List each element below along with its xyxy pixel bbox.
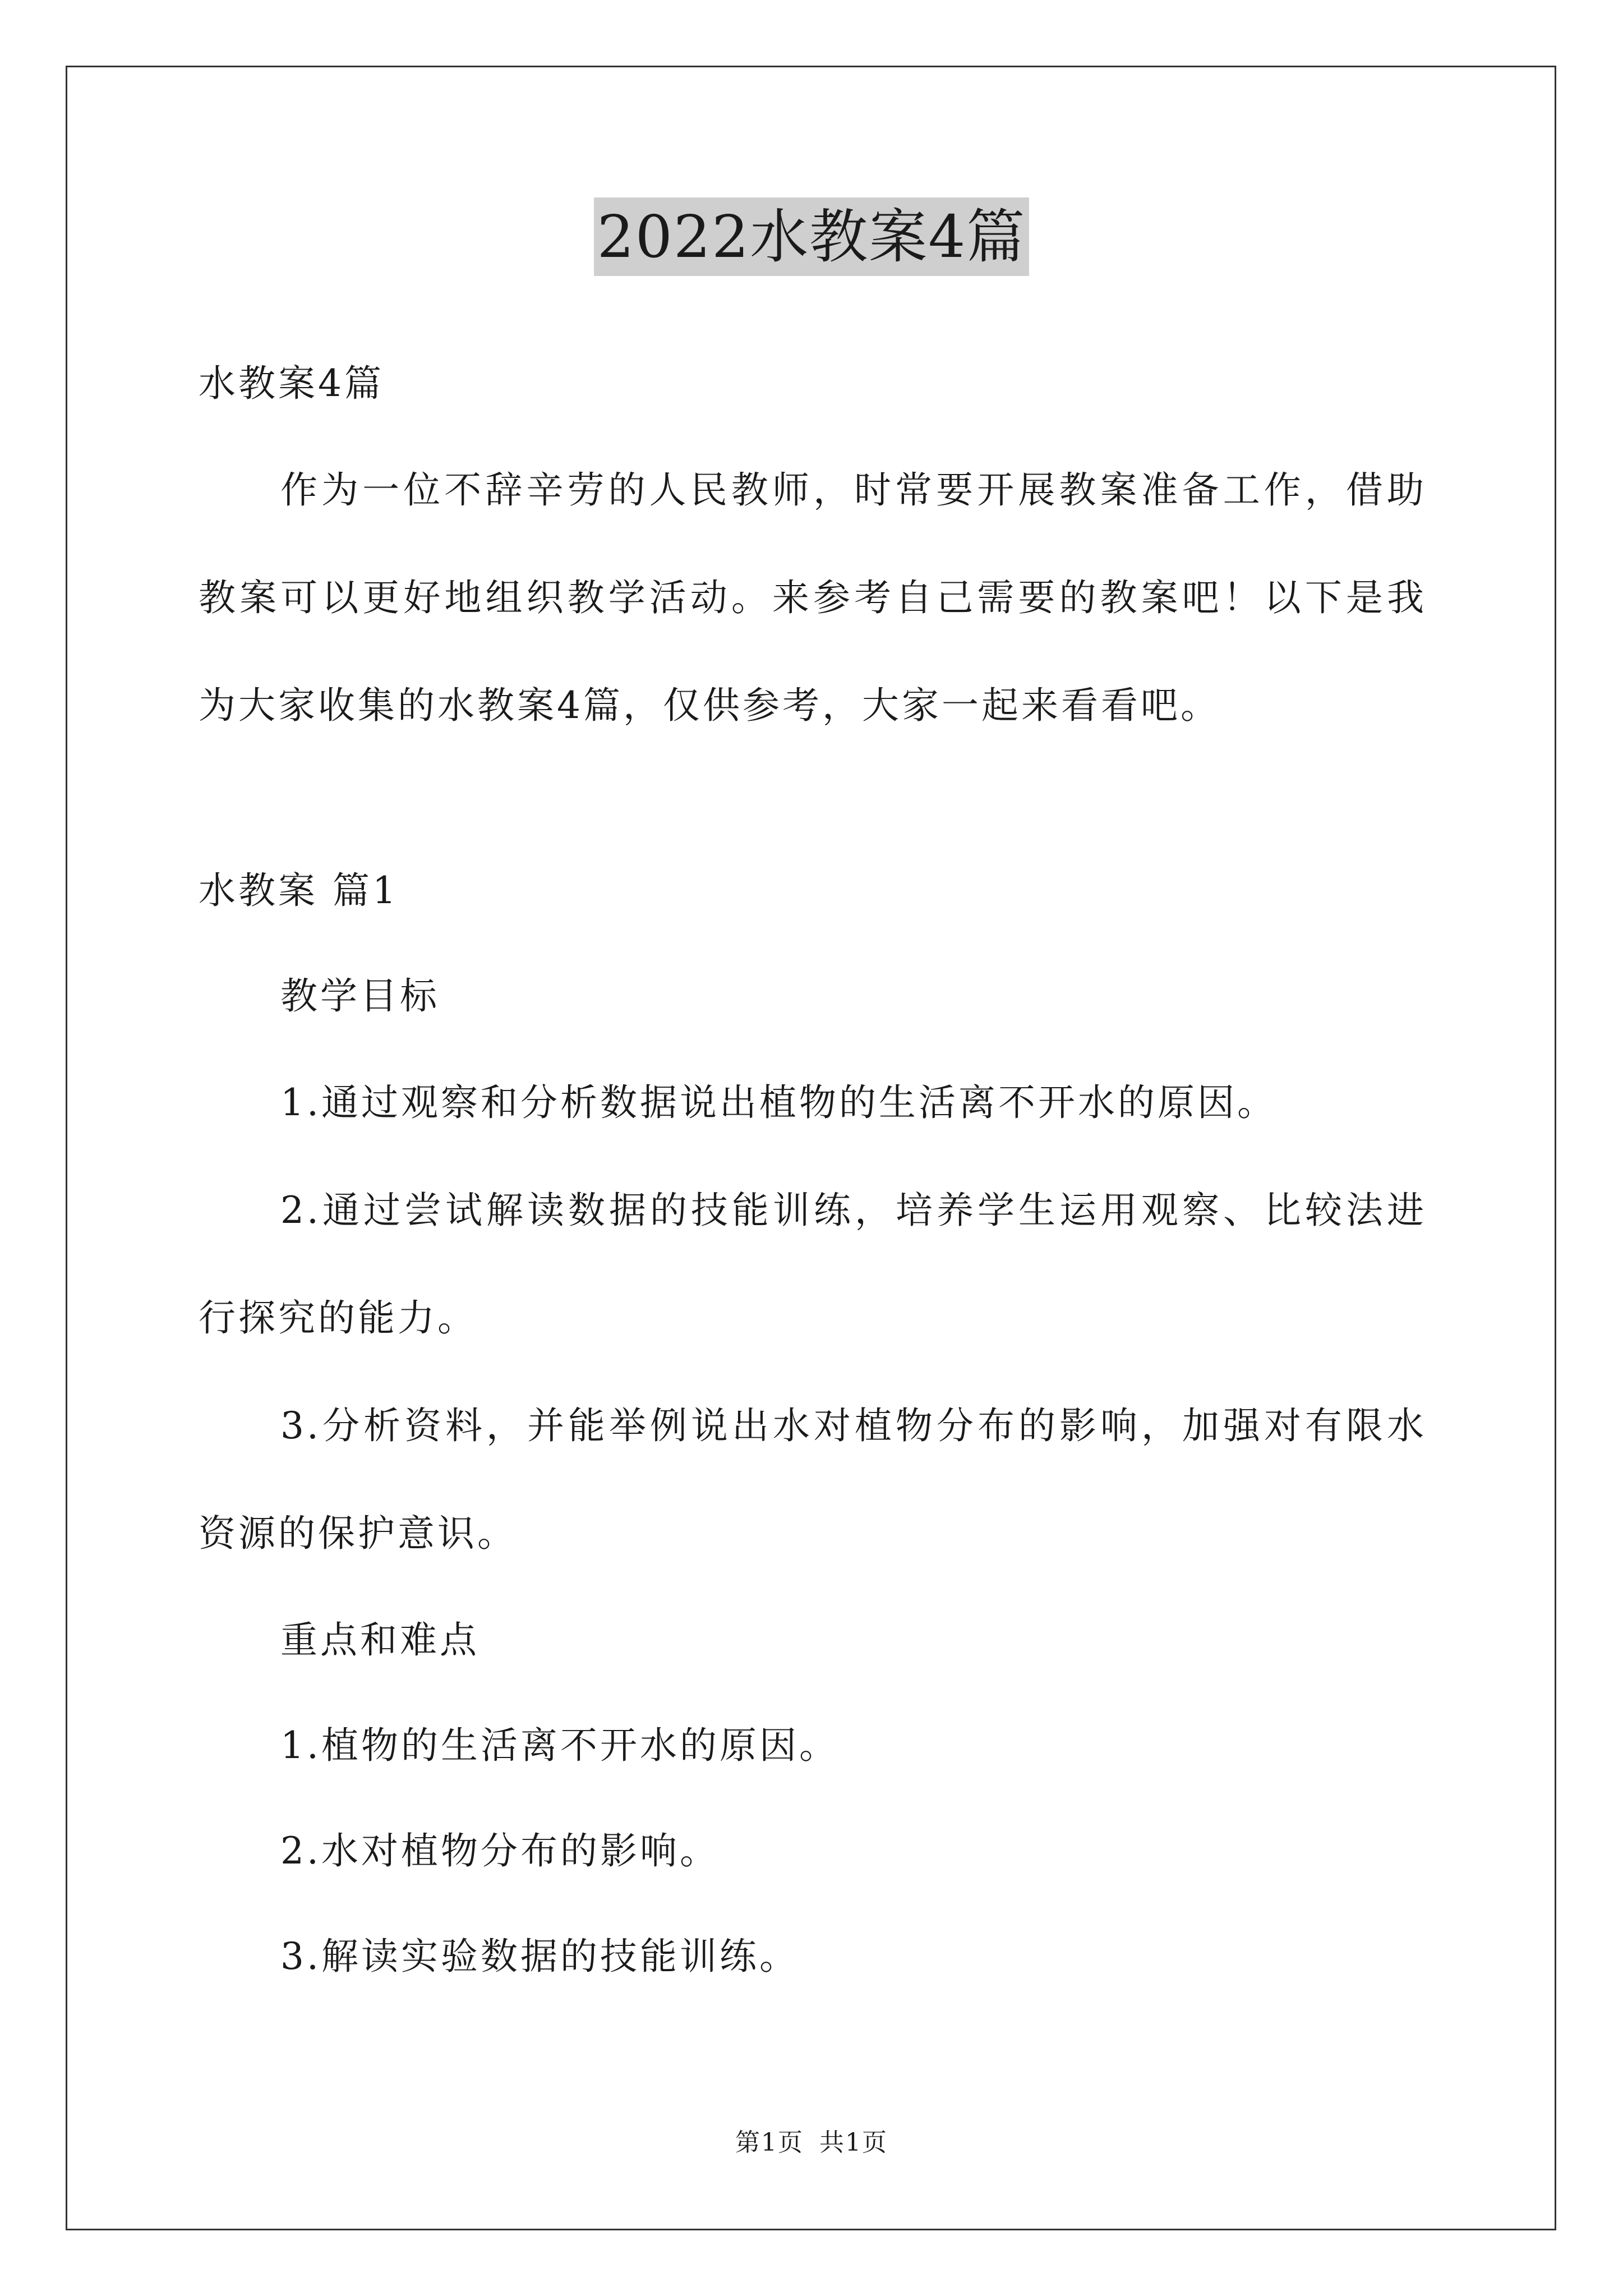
section-gap: [199, 760, 1427, 838]
section-heading: 水教案 篇1: [199, 869, 399, 912]
page-footer: [0, 2126, 1623, 2160]
goal-item: 2.通过尝试解读数据的技能训练，培养学生运用观察、比较法进行探究的能力。: [199, 1189, 1427, 1340]
intro-paragraph: 作为一位不辞辛劳的人民教师，时常要开展教案准备工作，借助教案可以更好地组织教学活动。来参考自己需要的教案吧！以下是我为大家收集的水教案4篇，仅供参考，大家一起来看看吧。: [199, 468, 1427, 727]
goal-item: 1.通过观察和分析数据说出植物的生活离不开水的原因。: [280, 1081, 1277, 1124]
keypoints-heading: 重点和难点: [280, 1618, 479, 1662]
keypoint-item: 3.解读实验数据的技能训练。: [280, 1935, 799, 1978]
goal-item: 3.分析资料，并能举例说出水对植物分布的影响，加强对有限水资源的保护意识。: [199, 1404, 1427, 1555]
document-body: [199, 331, 1427, 2009]
document-title: 2022水教案4篇: [594, 197, 1030, 276]
page-number: 第1页: [735, 2128, 804, 2157]
keypoint-item: 2.水对植物分布的影响。: [280, 1829, 720, 1872]
goals-heading: 教学目标: [280, 974, 440, 1018]
title-block: [0, 197, 1623, 276]
page-total: 共1页: [819, 2128, 888, 2157]
document-subtitle: 水教案4篇: [199, 362, 384, 405]
keypoint-item: 1.植物的生活离不开水的原因。: [280, 1724, 839, 1767]
